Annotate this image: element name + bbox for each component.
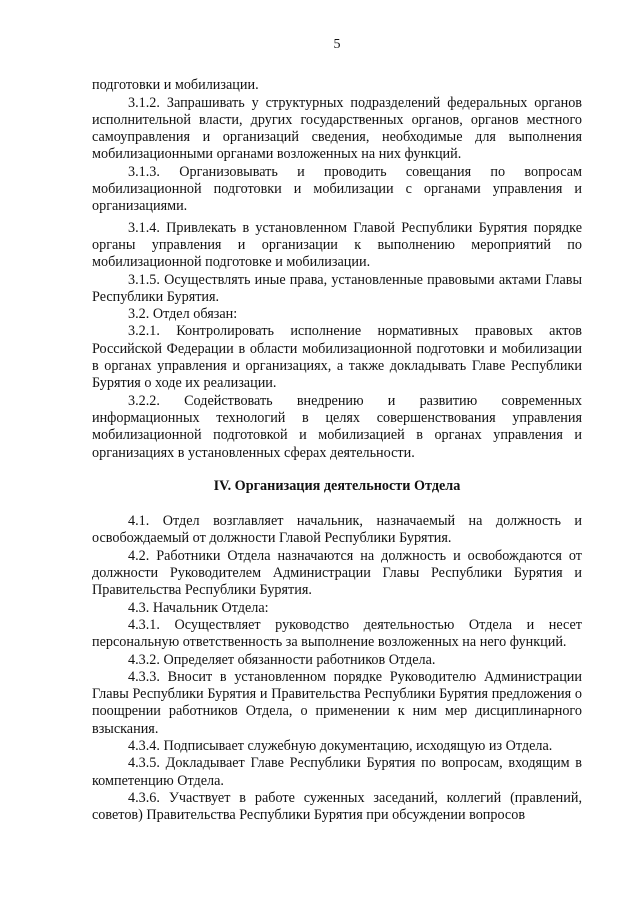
- paragraph-4-3-1: 4.3.1. Осуществляет руководство деятельностью Отдела и несет персональную ответственность за выполнение возложенных на него функций.: [92, 616, 582, 651]
- paragraph-3-1-5: 3.1.5. Осуществлять иные права, установленные правовыми актами Главы Республики Бурятия.: [92, 271, 582, 305]
- page-number: 5: [333, 37, 341, 52]
- paragraph-3-1-2: 3.1.2. Запрашивать у структурных подразделений федеральных органов исполнительной власти, других государственных органов, органов местного самоуправления и организаций сведения, необходимые для выполнения мобилизационными органами возложенных на них функций.: [92, 94, 582, 163]
- section-title: IV. Организация деятельности Отдела: [213, 477, 461, 494]
- paragraph-4-2: 4.2. Работники Отдела назначаются на должность и освобождаются от должности Руководителем Администрации Главы Республики Бурятия и Правительства Республики Бурятия.: [92, 547, 582, 599]
- paragraph-4-1: 4.1. Отдел возглавляет начальник, назначаемый на должность и освобождаемый от должности Главой Республики Бурятия.: [92, 513, 582, 547]
- paragraph-3-2-1: 3.2.1. Контролировать исполнение нормативных правовых актов Российской Федерации в области мобилизационной подготовки и мобилизации в органах управления и организациях, а также докладывать Главе Республики Бурятия о ходе их реализации.: [92, 323, 582, 392]
- paragraph-4-3-3: 4.3.3. Вносит в установленном порядке Руководителю Администрации Главы Республики Бурятия и Правительства Республики Бурятия предложения о поощрении работников Отдела, о применении к ним мер дисциплинарного взыскания.: [92, 668, 582, 737]
- paragraph-3-2: 3.2. Отдел обязан:: [128, 306, 238, 323]
- paragraph-4-3: 4.3. Начальник Отдела:: [128, 599, 269, 616]
- document-page: [92, 36, 582, 824]
- paragraph-3-1-4: 3.1.4. Привлекать в установленном Главой Республики Бурятия порядке органы управления и организации к выполнению мероприятий по мобилизационной подготовке и мобилизации.: [92, 219, 582, 271]
- paragraph-continuation: подготовки и мобилизации.: [92, 77, 259, 94]
- paragraph-4-3-4: 4.3.4. Подписывает служебную документацию, исходящую из Отдела.: [128, 737, 553, 754]
- paragraph-4-3-6: 4.3.6. Участвует в работе суженных заседаний, коллегий (правлений, советов) Правительства Республики Бурятия при обсуждении вопросов: [92, 789, 582, 824]
- paragraph-4-3-5: 4.3.5. Докладывает Главе Республики Бурятия по вопросам, входящим в компетенцию Отдела.: [92, 755, 582, 789]
- paragraph-3-2-2: 3.2.2. Содействовать внедрению и развитию современных информационных технологий в целях совершенствования управления мобилизационной подготовкой и мобилизацией в органах управления и организациях в установленных сферах деятельности.: [92, 392, 582, 461]
- paragraph-3-1-3: 3.1.3. Организовывать и проводить совещания по вопросам мобилизационной подготовки и мобилизации с органами управления и организациями.: [92, 163, 582, 215]
- paragraph-4-3-2: 4.3.2. Определяет обязанности работников Отдела.: [128, 651, 436, 668]
